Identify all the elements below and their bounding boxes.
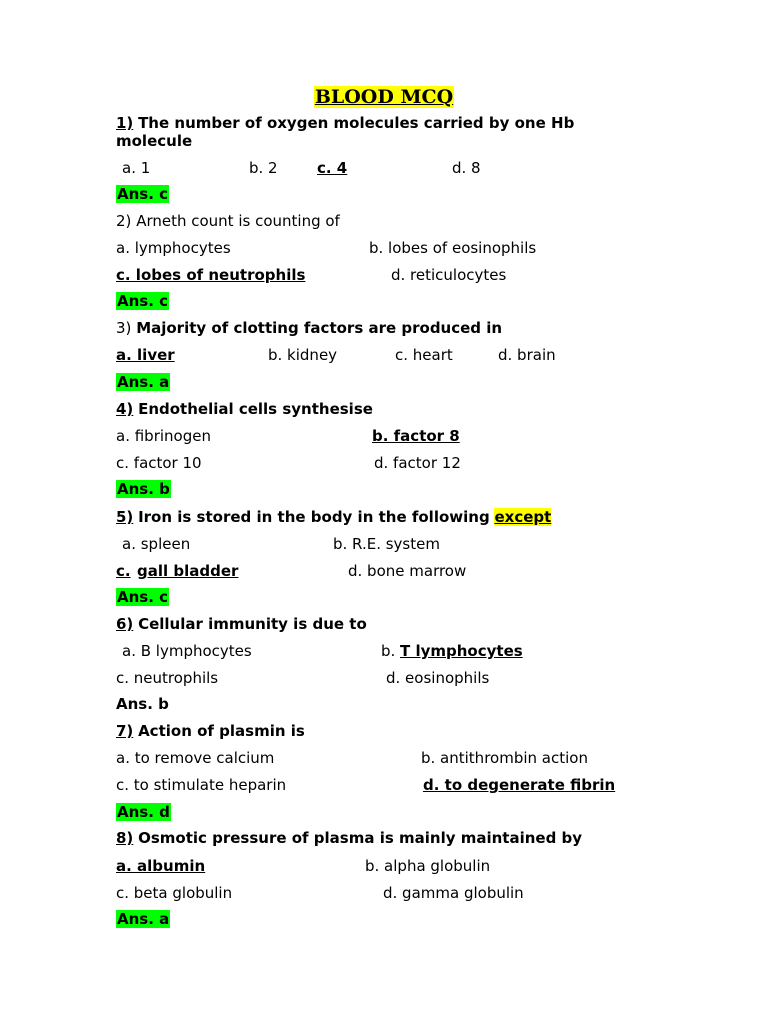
option: b. antithrombin action — [421, 749, 588, 767]
question-number: 6) — [116, 615, 134, 633]
question-text: Arneth count is counting of — [136, 212, 340, 230]
correct-option: b. factor 8 — [372, 427, 460, 445]
answer-label: Ans. c — [117, 185, 169, 203]
option: d. brain — [498, 346, 556, 364]
question-number: 3) — [116, 319, 132, 337]
answer-label: Ans. c — [117, 588, 169, 606]
question-4 — [116, 399, 373, 419]
answer-5 — [116, 587, 169, 607]
option: d. eosinophils — [386, 669, 490, 687]
correct-option: c. lobes of neutrophils — [116, 266, 306, 284]
option: b. 2 — [249, 159, 278, 177]
option: c. neutrophils — [116, 669, 219, 687]
answer-label: Ans. a — [117, 373, 170, 391]
question-7 — [116, 721, 305, 741]
question-text: Iron is stored in the body in the following — [138, 508, 490, 526]
option: d. bone marrow — [348, 562, 467, 580]
question-number: 1) — [116, 114, 134, 132]
answer-label: Ans. c — [117, 292, 169, 310]
option: c. heart — [395, 346, 453, 364]
question-number: 2) — [116, 212, 132, 230]
question-6 — [116, 614, 367, 634]
question-number: 5) — [116, 508, 134, 526]
option: a. 1 — [122, 159, 151, 177]
answer-2 — [116, 291, 169, 311]
correct-option-letter: c. — [116, 562, 131, 580]
option: a. fibrinogen — [116, 427, 211, 445]
answer-4 — [116, 479, 171, 499]
correct-option: a. albumin — [116, 857, 206, 875]
option: d. gamma globulin — [383, 884, 524, 902]
answer-label: Ans. b — [117, 480, 170, 498]
correct-option: T lymphocytes — [400, 642, 523, 660]
answer-8 — [116, 909, 170, 929]
option: a. lymphocytes — [116, 239, 231, 257]
question-5 — [116, 507, 551, 527]
answer-1 — [116, 184, 169, 204]
option: a. to remove calcium — [116, 749, 275, 767]
question-2 — [116, 211, 340, 231]
answer-7 — [116, 802, 171, 822]
correct-option: a. liver — [116, 346, 175, 364]
option: b. lobes of eosinophils — [369, 239, 537, 257]
option: b. alpha globulin — [365, 857, 491, 875]
question-text: Action of plasmin is — [138, 722, 305, 740]
question-text: The number of oxygen molecules carried by one Hb — [138, 114, 575, 132]
correct-option: d. to degenerate fibrin — [423, 776, 616, 794]
option: c. beta globulin — [116, 884, 233, 902]
answer-label: Ans. d — [117, 803, 170, 821]
question-number: 8) — [116, 829, 134, 847]
option: a. spleen — [122, 535, 191, 553]
question-8 — [116, 828, 582, 848]
correct-option: gall bladder — [137, 562, 239, 580]
title-text: BLOOD MCQ — [314, 86, 454, 108]
option: d. reticulocytes — [391, 266, 507, 284]
highlight-except: except — [494, 508, 552, 526]
answer-label: Ans. a — [117, 910, 170, 928]
option: d. factor 12 — [374, 454, 461, 472]
option: a. B lymphocytes — [122, 642, 252, 660]
answer-3 — [116, 372, 170, 392]
question-text: Osmotic pressure of plasma is mainly maintained by — [138, 829, 583, 847]
answer-6 — [116, 694, 169, 714]
option: b. kidney — [268, 346, 338, 364]
option: c. to stimulate heparin — [116, 776, 287, 794]
question-1-continued: molecule — [116, 132, 193, 150]
question-3 — [116, 318, 502, 338]
question-1 — [116, 113, 574, 133]
question-number: 4) — [116, 400, 134, 418]
option: c. factor 10 — [116, 454, 202, 472]
document-title — [0, 86, 768, 108]
answer-label: Ans. b — [116, 695, 169, 713]
question-number: 7) — [116, 722, 134, 740]
option-letter: b. — [381, 642, 396, 660]
option: b. R.E. system — [333, 535, 440, 553]
question-text: Majority of clotting factors are produced in — [136, 319, 503, 337]
question-text: Endothelial cells synthesise — [138, 400, 373, 418]
option: d. 8 — [452, 159, 481, 177]
question-text: Cellular immunity is due to — [138, 615, 367, 633]
correct-option: c. 4 — [317, 159, 348, 177]
